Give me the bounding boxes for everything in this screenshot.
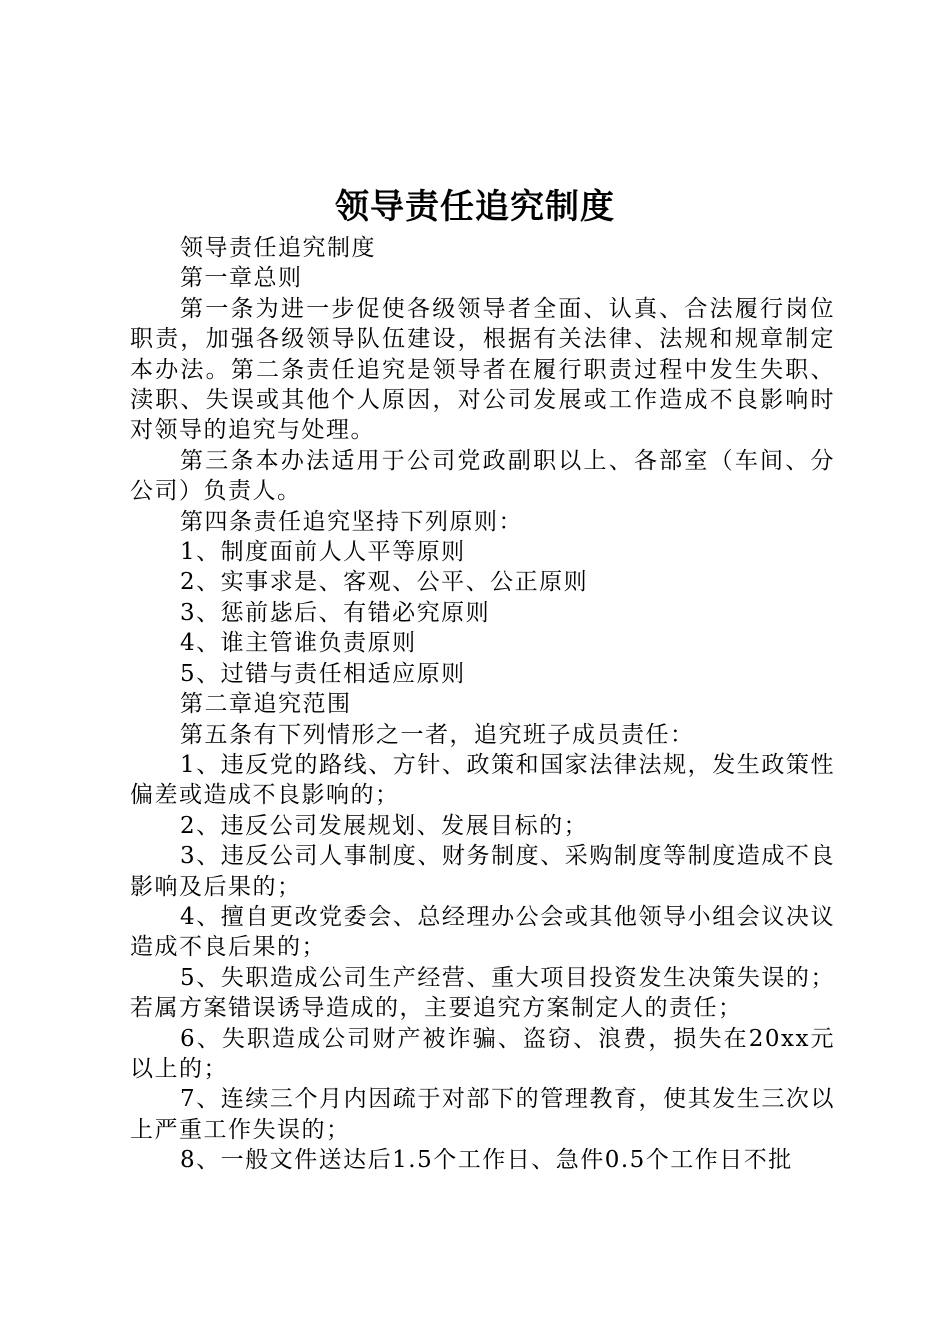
case-item: 3、违反公司人事制度、财务制度、采购制度等制度造成不良影响及后果的； — [130, 843, 835, 900]
paragraph-article-4: 第四条责任追究坚持下列原则： — [180, 508, 523, 535]
case-item: 8、一般文件送达后1.5个工作日、急件0.5个工作日不批 — [180, 1147, 793, 1174]
paragraph-subtitle: 领导责任追究制度 — [180, 235, 376, 261]
principle-item: 1、制度面前人人平等原则 — [180, 539, 466, 566]
principle-item: 3、惩前毖后、有错必究原则 — [180, 599, 491, 626]
case-item: 5、失职造成公司生产经营、重大项目投资发生决策失误的；若属方案错误诱导造成的，主要追究方案制定人的责任； — [130, 964, 835, 1022]
paragraph-article-3: 第三条本办法适用于公司党政副职以上、各部室（车间、分公司）负责人。 — [130, 447, 835, 505]
case-item: 1、违反党的路线、方针、政策和国家法律法规，发生政策性偏差或造成不良影响的； — [130, 751, 835, 809]
case-item: 6、失职造成公司财产被诈骗、盗窃、浪费，损失在20xx元以上的； — [130, 1025, 835, 1082]
case-item: 4、擅自更改党委会、总经理办公会或其他领导小组会议决议造成不良后果的； — [130, 903, 835, 961]
principle-item: 4、谁主管谁负责原则 — [180, 630, 417, 657]
case-item: 2、违反公司发展规划、发展目标的； — [180, 812, 589, 839]
paragraph-article-5: 第五条有下列情形之一者，追究班子成员责任： — [180, 721, 695, 748]
principle-item: 5、过错与责任相适应原则 — [180, 660, 466, 687]
case-item: 7、连续三个月内因疏于对部下的管理教育，使其发生三次以上严重工作失误的； — [130, 1086, 835, 1143]
document-body — [130, 233, 835, 1176]
document-title: 领导责任追究制度 — [335, 187, 615, 227]
principle-item: 2、实事求是、客观、公平、公正原则 — [180, 569, 589, 596]
paragraph-article-1-2: 第一条为进一步促使各级领导者全面、认真、合法履行岗位职责，加强各级领导队伍建设，根据有关法律、法规和规章制定本办法。第二条责任追究是领导者在履行职责过程中发生失职、渎职、失误或其他个人原因，对公司发展或工作造成不良影响时对领导的追究与处理。 — [130, 295, 835, 444]
paragraph-chapter-2: 第二章追究范围 — [180, 691, 352, 718]
paragraph-chapter-1: 第一章总则 — [180, 265, 303, 292]
